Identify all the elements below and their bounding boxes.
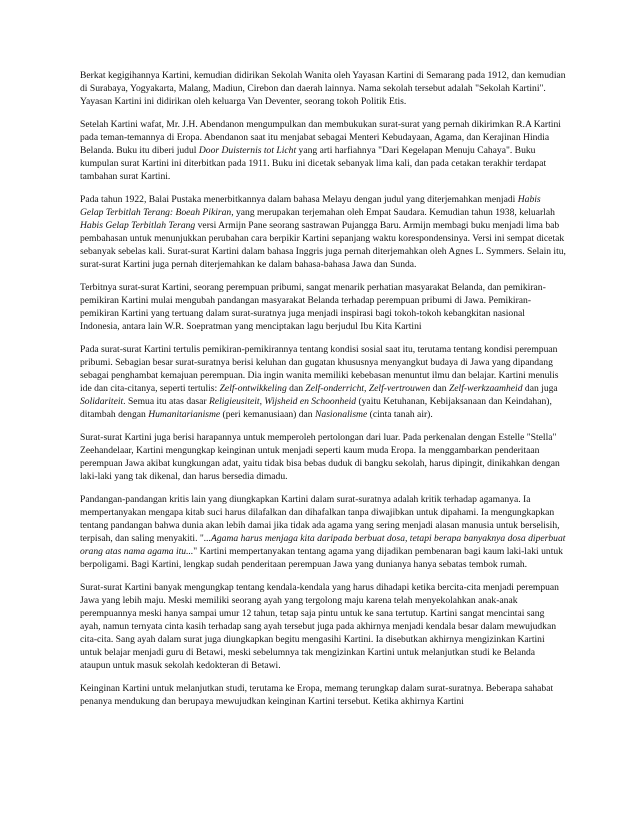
- italic-term: Zelf-onderricht: [305, 383, 365, 395]
- italic-term: Solidariteit: [80, 395, 124, 407]
- paragraph: Pandangan-pandangan kritis lain yang diungkapkan Kartini dalam surat-suratnya adalah kritik terhadap agamanya. Ia mempertanyakan mengapa kitab suci harus dilafalkan dan dihafalkan tanpa diwajibkan untuk dipahami. Ia mengungkapkan tentang pandangan bahwa dunia akan lebih damai jika tidak ada agama yang sering menjadi alasan manusia untuk berselisih, terpisah, dan saling menyakiti. "...Agama harus menjaga kita daripada berbuat dosa, tetapi berapa banyaknya dosa diperbuat orang atas nama agama itu..." Kartini mempertanyakan tentang agama yang dijadikan pembenaran bagi kaum laki-laki untuk berpoligami. Bagi Kartini, lengkap sudah penderitaan perempuan Jawa yang dunianya hanya sebatas tembok rumah.: [80, 494, 566, 570]
- paragraph: Surat-surat Kartini juga berisi harapannya untuk memperoleh pertolongan dari luar. Pada perkenalan dengan Estelle "Stella" Zeehandelaar, Kartini mengungkap keinginan untuk menjadi seperti kaum muda Eropa. Ia menggambarkan penderitaan perempuan Jawa akibat kungkungan adat, yaitu tidak bisa bebas duduk di bangku sekolah, harus dipingit, dinikahkan dengan laki-laki yang tak dikenal, dan harus bersedia dimadu.: [80, 432, 560, 482]
- paragraph: Keinginan Kartini untuk melanjutkan studi, terutama ke Eropa, memang terungkap dalam surat-suratnya. Beberapa sahabat penanya mendukung dan berupaya mewujudkan keinginan Kartini tersebut. Ketika akhirnya Kartini: [80, 683, 554, 708]
- italic-term: Nasionalisme: [315, 408, 368, 420]
- italic-term: Humanitarianisme: [148, 408, 221, 420]
- italic-term: Religieusiteit, Wijsheid en Schoonheid: [208, 395, 357, 407]
- paragraph: Terbitnya surat-surat Kartini, seorang perempuan pribumi, sangat menarik perhatian masyarakat Belanda, dan pemikiran-pemikiran Kartini mulai mengubah pandangan masyarakat Belanda terhadap perempuan pribumi di Jawa. Pemikiran-pemikiran Kartini yang tertuang dalam surat-suratnya juga menjadi inspirasi bagi tokoh-tokoh kebangkitan nasional Indonesia, antara lain W.R. Soepratman yang menciptakan lagu berjudul Ibu Kita Kartini: [80, 282, 546, 332]
- italic-term: Zelf-ontwikkeling: [219, 383, 287, 395]
- paragraph: Surat-surat Kartini banyak mengungkap tentang kendala-kendala yang harus dihadapi ketika bercita-cita menjadi perempuan Jawa yang lebih maju. Meski memiliki seorang ayah yang tergolong maju karena telah menyekolahkan anak-anak perempuannya meski hanya sampai umur 12 tahun, tetap saja pintu untuk ke sana tertutup. Kartini sangat mencintai sang ayah, namun ternyata cinta kasih terhadap sang ayah tersebut juga pada akhirnya menjadi kendala besar dalam mewujudkan cita-cita. Sang ayah dalam surat juga diungkapkan begitu mengasihi Kartini. Ia disebutkan akhirnya mengizinkan Kartini untuk belajar menjadi guru di Betawi, meski sebelumnya tak mengizinkan Kartini untuk melanjutkan studi ke Belanda ataupun untuk masuk sekolah kedokteran di Betawi.: [80, 582, 559, 671]
- book-title-italic: Habis Gelap Terbitlah Terang: Boeah Pikiran: [80, 194, 541, 219]
- italic-term: Zelf-vertrouwen: [368, 383, 431, 395]
- paragraph: Setelah Kartini wafat, Mr. J.H. Abendanon mengumpulkan dan membukukan surat-surat yang pernah dikirimkan R.A Kartini pada teman-temannya di Eropa. Abendanon saat itu menjabat sebagai Menteri Kebudayaan, Agama, dan Kerajinan Hindia Belanda. Buku itu diberi judul Door Duisternis tot Licht yang arti harfiahnya "Dari Kegelapan Menuju Cahaya". Buku kumpulan surat Kartini ini diterbitkan pada 1911. Buku ini dicetak sebanyak lima kali, dan pada cetakan terakhir terdapat tambahan surat Kartini.: [80, 119, 561, 182]
- paragraph: Pada surat-surat Kartini tertulis pemikiran-pemikirannya tentang kondisi sosial saat itu, terutama tentang kondisi perempuan pribumi. Sebagian besar surat-suratnya berisi keluhan dan gugatan khususnya menyangkut budaya di Jawa yang dipandang sebagai penghambat kemajuan perempuan. Dia ingin wanita memiliki kebebasan menuntut ilmu dan belajar. Kartini menulis ide dan cita-citanya, seperti tertulis: Zelf-ontwikkeling dan Zelf-onderricht, Zelf-vertrouwen dan Zelf-werkzaamheid dan juga Solidariteit. Semua itu atas dasar Religieusiteit, Wijsheid en Schoonheid (yaitu Ketuhanan, Kebijaksanaan dan Keindahan), ditambah dengan Humanitarianisme (peri kemanusiaan) dan Nasionalisme (cinta tanah air).: [80, 344, 559, 420]
- italic-term: Zelf-werkzaamheid: [448, 383, 523, 395]
- document-page: [80, 70, 566, 719]
- paragraph: Pada tahun 1922, Balai Pustaka menerbitkannya dalam bahasa Melayu dengan judul yang diterjemahkan menjadi Habis Gelap Terbitlah Terang: Boeah Pikiran, yang merupakan terjemahan oleh Empat Saudara. Kemudian tahun 1938, keluarlah Habis Gelap Terbitlah Terang versi Armijn Pane seorang sastrawan Pujangga Baru. Armijn membagi buku menjadi lima bab pembahasan untuk menunjukkan perubahan cara berpikir Kartini sepanjang waktu korespondensinya. Versi ini sempat dicetak sebanyak sebelas kali. Surat-surat Kartini dalam bahasa Inggris juga pernah diterjemahkan oleh Agnes L. Symmers. Selain itu, surat-surat Kartini juga pernah diterjemahkan ke dalam bahasa-bahasa Jawa dan Sunda.: [80, 194, 566, 270]
- italic-quote: ...Agama harus menjaga kita daripada berbuat dosa, tetapi berapa banyaknya dosa diperbuat orang atas nama agama itu...: [80, 533, 566, 557]
- book-title-italic: Habis Gelap Terbitlah Terang: [80, 220, 196, 232]
- paragraph: Berkat kegigihannya Kartini, kemudian didirikan Sekolah Wanita oleh Yayasan Kartini di Semarang pada 1912, dan kemudian di Surabaya, Yogyakarta, Malang, Madiun, Cirebon dan daerah lainnya. Nama sekolah tersebut adalah "Sekolah Kartini". Yayasan Kartini ini didirikan oleh keluarga Van Deventer, seorang tokoh Politik Etis.: [80, 70, 566, 107]
- book-title-italic: Door Duisternis tot Licht: [198, 145, 297, 157]
